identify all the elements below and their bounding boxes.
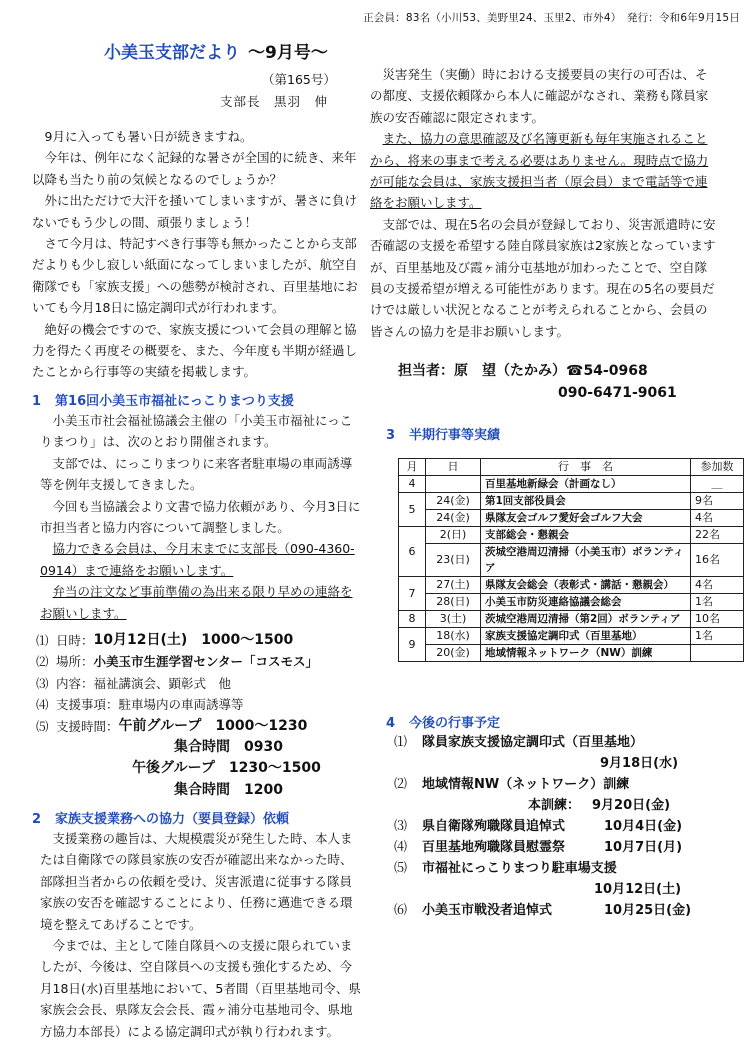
- plan-item: ⑴ 隊員家族支援協定調印式（百里基地）: [394, 735, 644, 750]
- section2-para: 災害発生（実働）時における支援要員の実行の可否は、その都度、支援依頼隊から本人に確認がなされ、業務も隊員家族の安否確認に限定されます。: [370, 67, 709, 125]
- issue-number: （第165号）: [262, 72, 336, 87]
- intro-block: [32, 126, 368, 383]
- table-row: 23(日) 茨城空港周辺清掃（小美玉市）ボランティア 16名: [399, 544, 744, 577]
- plan-item: ⑸ 市福祉にっこりまつり駐車場支援: [394, 861, 617, 876]
- plan-item: 本訓練： 9月20日(金): [528, 798, 671, 813]
- section1-items: [36, 630, 366, 801]
- event-item: ⑷ 支援事項： 駐車場内の車両誘導等: [36, 697, 244, 713]
- intro-para: 9月に入っても暑い日が続きますね。: [44, 129, 253, 144]
- section2-para: 支部では、現在5名の会員が登録しており、災害派遣時に安否確認の支援を希望する陸自隊員家族は2家族となっていますが、百里基地及び霞ヶ浦分屯基地が加わったことで、空自隊員の支援希望が増える可能性があります。現在の5名の要員だけでは厳しい状況となることが考えられることから、会員の皆さんの協力を是非お願いします。: [370, 216, 716, 339]
- table-header: 月 日 行 事 名 参加数: [399, 459, 744, 476]
- schedule-table: [398, 458, 744, 662]
- table-row: 28(日) 小美玉市防災連絡協議会総会 1名: [399, 594, 744, 611]
- section4-title: 今後の行事予定: [409, 716, 501, 731]
- plan-date: 10月12日(土): [594, 882, 682, 897]
- table-row: 7 27(土) 県隊友会総会（表彰式・講話・懇親会） 4名: [399, 577, 744, 594]
- section3-title: 半期行事等実績: [409, 428, 501, 443]
- section1-body: [40, 410, 362, 624]
- gather-time: 集合時間 0930: [174, 739, 283, 756]
- contact-label: 担当者：原 望（たかみ）: [398, 363, 566, 379]
- section3-heading: [386, 424, 726, 443]
- contact-phone: ☎54-0968: [566, 363, 648, 379]
- section1-heading: [32, 390, 372, 409]
- event-item: ⑴ 日時： 10月12日(土) 1000～1500: [36, 632, 294, 648]
- event-item: ⑵ 場所： 小美玉市生涯学習センター「コスモス」: [36, 654, 319, 670]
- table-row: 4 百里基地新緑会（計画なし） ＿: [399, 476, 744, 493]
- plan-date: 9月18日(水): [600, 756, 679, 771]
- table-row: 9 18(水) 家族支援協定調印式（百里基地） 1名: [399, 628, 744, 645]
- section1-title: 第16回小美玉市福祉にっこりまつり支援: [55, 394, 294, 409]
- month-label: ～9月号～: [248, 43, 328, 63]
- member-stats: 正会員：83名（小川53、美野里24、玉里2、市外4） 発行：令和6年9月15日: [363, 12, 740, 24]
- section1-para: 小美玉市社会福祉協議会主催の「小美玉市福祉にっこりまつり」は、次のとおり開催されます。: [40, 413, 353, 450]
- intro-para: 絶好の機会ですので、家族支援について会員の理解と協力を得たく再度その概要を、また、今年度も半期が経過したことから行事等の実績を掲載します。: [32, 321, 358, 380]
- section2-right-body: [370, 64, 716, 342]
- section2-heading: [32, 808, 372, 827]
- contact-block: [398, 360, 677, 404]
- future-events: [394, 732, 734, 921]
- plan-item: ⑶ 県自衛隊殉職隊員追悼式 10月4日(金): [394, 819, 683, 834]
- section1-para: 弁当の注文など事前準備の為出来る限り早めの連絡をお願いします。: [40, 584, 353, 621]
- gather-time: 集合時間 1200: [174, 781, 283, 798]
- intro-para: 今年は、例年になく記録的な暑さが全国的に続き、来年以降も当たり前の気候となるのでしょうか？: [32, 150, 357, 187]
- intro-para: さて今月は、特記すべき行事等も無かったことから支部だよりも少し寂しい紙面になってしまいましたが、航空自衛隊でも「家族支援」への態勢が検討され、百里基地においても今月18日に協定調印式が行われます。: [32, 236, 358, 316]
- section1-number: 1: [32, 394, 42, 409]
- section2-title: 家族支援業務への協力（要員登録）依頼: [55, 812, 290, 827]
- title-text: 小美玉支部だより: [104, 43, 240, 63]
- section1-para: 今回も当協議会より文書で協力依頼があり、今月3日に市担当者と協力内容について調整しました。: [40, 498, 361, 536]
- plan-item: ⑹ 小美玉市戦没者追悼式 10月25日(金): [394, 903, 692, 918]
- newsletter-title: [104, 38, 328, 63]
- section4-number: 4: [386, 716, 396, 731]
- section1-para: 協力できる会員は、今月末までに支部長（090-4360-0914）まで連絡をお願いします。: [40, 541, 355, 578]
- table-row: 24(金) 県隊友会ゴルフ愛好会ゴルフ大会 4名: [399, 510, 744, 527]
- section3-number: 3: [386, 428, 396, 443]
- section2-number: 2: [32, 812, 42, 827]
- event-item: ⑶ 内容： 福祉講演会、顕彰式 他: [36, 675, 232, 691]
- section2-para: 今までは、主として陸自隊員への支援に限られていましたが、今後は、空自隊員への支援も強化するため、今月18日(水)百里基地において、5者間（百里基地司令、県家族会会長、県隊友会会長、霞ヶ浦分屯基地司令、県地方協力本部長）による協定調印式が執り行われます。: [40, 938, 361, 1039]
- section2-left-body: [40, 828, 362, 1042]
- plan-item: ⑷ 百里基地殉職隊員慰霊祭 10月7日(月): [394, 840, 683, 855]
- section4-heading: [386, 712, 726, 731]
- table-row: 8 3(土) 茨城空港周辺清掃（第2回）ボランティア 10名: [399, 611, 744, 628]
- section2-para: 支援業務の趣旨は、大規模震災が発生した時、本人または自衛隊での隊員家族の安否が確認出来なかった時、部隊担当者からの依頼を受け、災害派遣に従事する隊員家族の安否を確認することにより、任務に邁進できる環境を整えてあげることです。: [40, 831, 353, 932]
- afternoon-group: 午後グループ 1230～1500: [132, 760, 321, 777]
- plan-item: ⑵ 地域情報NW（ネットワーク）訓練: [394, 777, 630, 792]
- table-row: 6 2(日) 支部総会・懇親会 22名: [399, 527, 744, 544]
- section2-para: また、協力の意思確認及び名簿更新も毎年実施されることから、将来の事まで考える必要はありません。現時点で協力が可能な会員は、家族支援担当者（原会員）まで電話等で連絡をお願いします。: [370, 131, 709, 211]
- intro-para: 外に出ただけで大汗を掻いてしまいますが、暑さに負けないでもう少しの間、頑張りましょう！: [32, 193, 358, 230]
- table-row: 20(金) 地域情報ネットワーク（NW）訓練: [399, 645, 744, 662]
- event-item: ⑸ 支援時間： 午前グループ 1000～1230: [36, 717, 308, 734]
- contact-mobile: 090-6471-9061: [558, 385, 677, 401]
- section1-para: 支部では、にっこりまつりに来客者駐車場の車両誘導等を例年支援してきました。: [40, 455, 353, 493]
- author: 支部長 黒羽 伸: [220, 94, 329, 109]
- table-row: 5 24(金) 第1回支部役員会 9名: [399, 493, 744, 510]
